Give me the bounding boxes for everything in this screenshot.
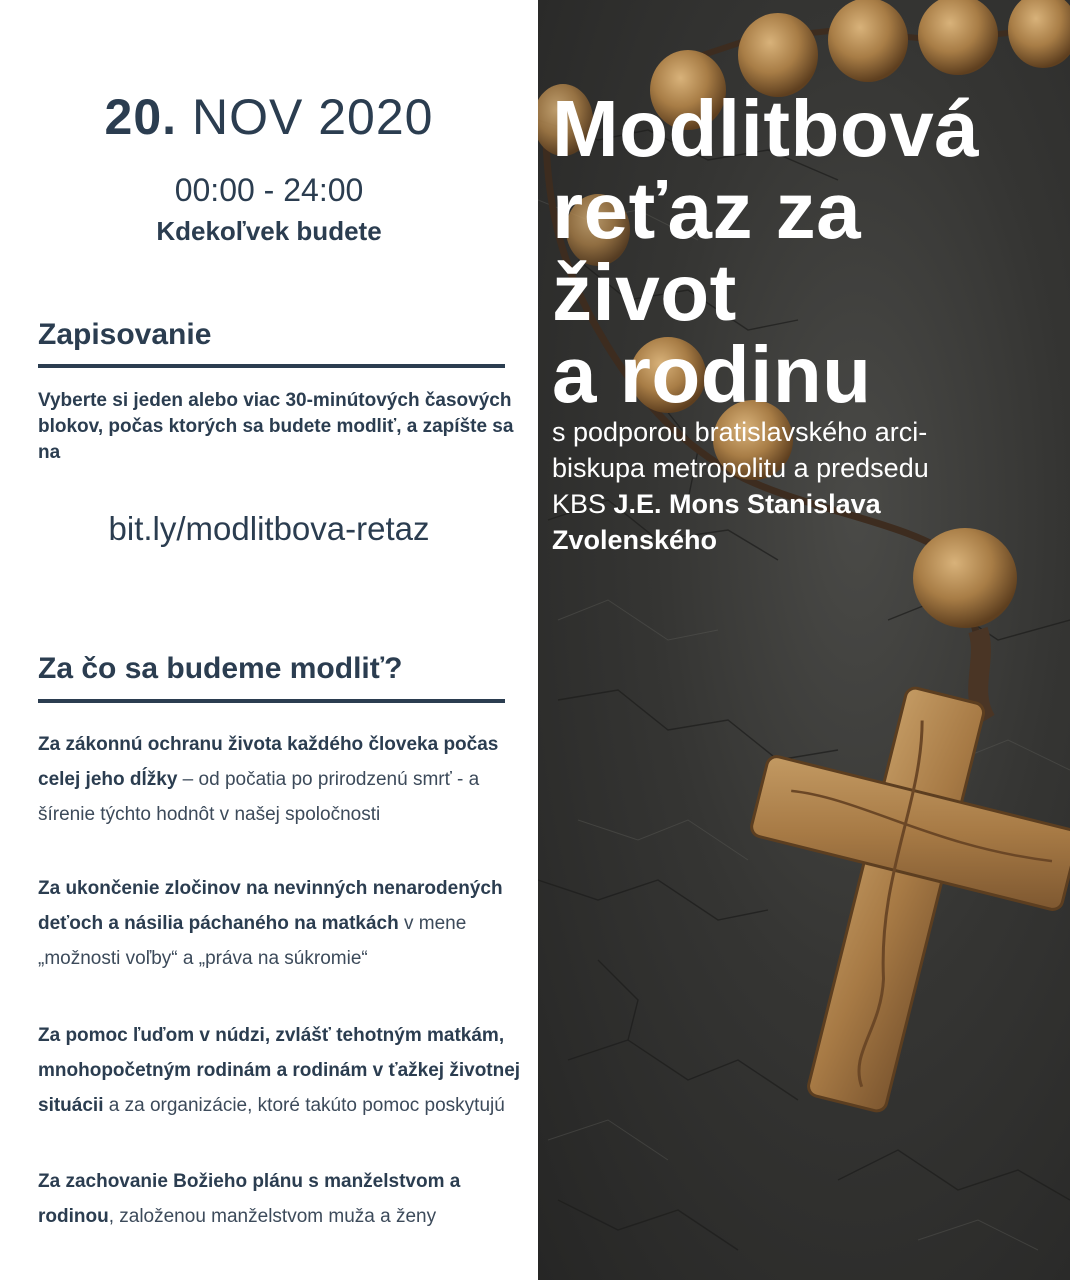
subtitle-name: J.E. Mons Stanislava — [606, 489, 881, 519]
registration-divider — [38, 364, 505, 368]
hero-subtitle-line — [552, 522, 1062, 558]
intention-rest: , založenou manželstvom muža a ženy — [108, 1206, 437, 1227]
event-place: Kdekoľvek budete — [156, 216, 382, 246]
intention-bold: Za pomoc ľuďom v núdzi, zvlášť tehotným matkám, mnohopočetným rodinám a rodinám v ťažkej životnej situácii — [38, 1025, 521, 1116]
intention-rest: – od počatia po prirodzenú smrť - a šírenie týchto hodnôt v našej spoločnosti — [38, 769, 480, 825]
intention-rest: a za organizácie, ktoré takúto pomoc poskytujú — [103, 1095, 505, 1116]
intention-item — [38, 871, 528, 976]
intention-item — [38, 1018, 528, 1123]
hero-title-line: Modlitbová — [552, 84, 980, 173]
hero-subtitle-line — [552, 486, 1062, 522]
hero-title-line: život — [552, 248, 737, 337]
intention-item — [38, 1164, 528, 1234]
hero-subtitle-line: s podporou bratislavského arci- — [552, 417, 928, 447]
intention-bold: Za zachovanie Božieho plánu s manželstvom a rodinou — [38, 1171, 461, 1227]
intention-bold: Za ukončenie zločinov na nevinných nenarodených deťoch a násilia páchaného na matkách — [38, 878, 503, 934]
registration-text: Vyberte si jeden alebo viac 30-minútových časových blokov, počas ktorých sa budete modliť, a zapíšte sa na — [38, 390, 514, 463]
registration-heading: Zapisovanie — [38, 318, 212, 351]
hero-title-line: reťaz za — [552, 166, 862, 255]
hero-title — [552, 84, 1062, 419]
hero-title-line: a rodinu — [552, 330, 872, 419]
date-day: 20. — [104, 89, 178, 145]
subtitle-prefix: KBS — [552, 489, 607, 519]
intention-bold: Za zákonnú ochranu života každého človeka počas celej jeho dĺžky — [38, 734, 499, 790]
intentions-divider — [38, 699, 505, 703]
intention-rest: v mene „možnosti voľby“ a „práva na súkromie“ — [38, 913, 467, 969]
date-month-year: NOV 2020 — [191, 89, 434, 145]
subtitle-name: Zvolenského — [552, 525, 718, 555]
event-date — [0, 88, 538, 146]
hero-subtitle-line: biskupa metropolitu a predsedu — [552, 453, 929, 483]
hero-subtitle — [552, 414, 1062, 558]
event-time: 00:00 - 24:00 — [174, 172, 364, 208]
intentions-heading: Za čo sa budeme modliť? — [38, 652, 403, 685]
intention-item — [38, 727, 528, 832]
registration-link[interactable]: bit.ly/modlitbova-retaz — [108, 510, 430, 547]
